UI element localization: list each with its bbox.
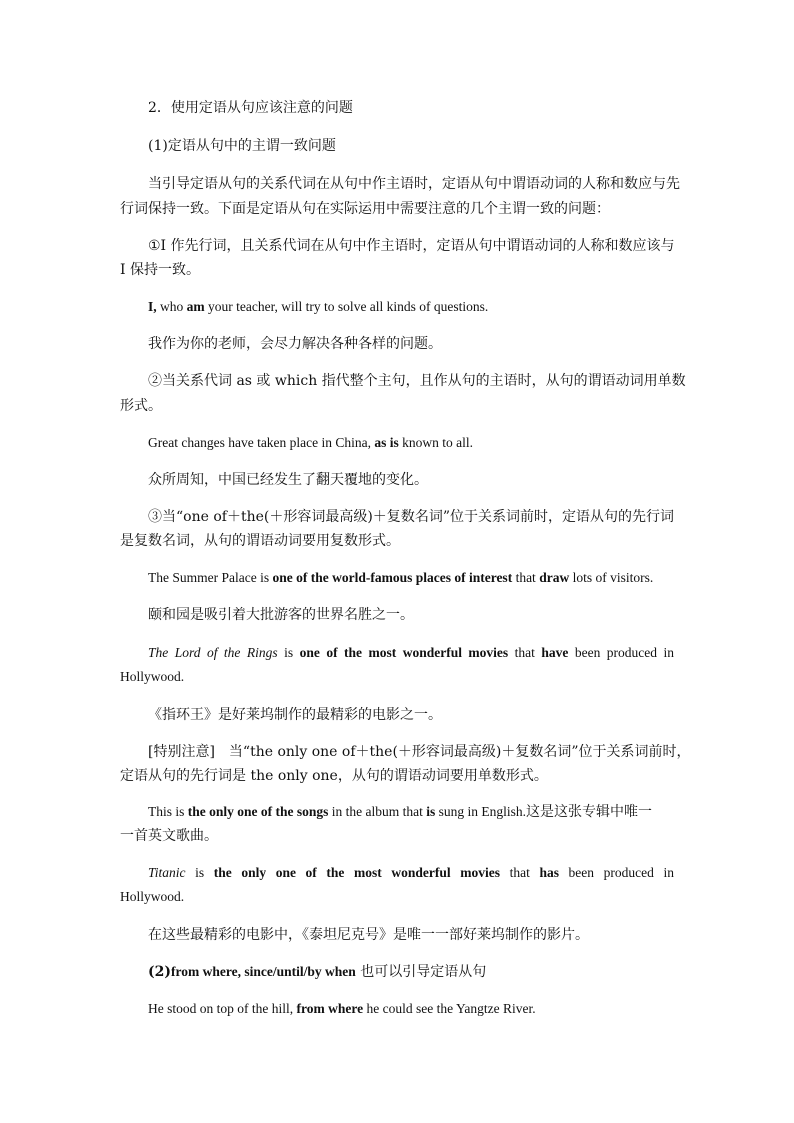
example-2-translation: 众所周知，中国已经发生了翻天覆地的变化。: [148, 472, 428, 488]
example-3-translation: 颐和园是吸引着大批游客的世界名胜之一。: [148, 607, 414, 623]
example-4-that: that: [508, 645, 542, 660]
example-1-rest: your teacher, will try to solve all kinds of questions.: [204, 299, 489, 314]
example-6-line-2: Hollywood.: [120, 889, 185, 904]
intro-line-2: 行词保持一致。下面是定语从句在实际运用中需要注意的几个主谓一致的问题：: [120, 201, 610, 217]
example-5-verb: is: [426, 804, 436, 819]
special-note-line-2: 定语从句的先行词是 the only one，从句的谓语动词要用单数形式。: [120, 768, 548, 784]
example-3: [148, 568, 674, 588]
example-5-highlight: the only one of the songs: [187, 804, 329, 819]
intro-line-1: 当引导定语从句的关系代词在从句中作主语时，定语从句中谓语动词的人称和数应与先: [148, 176, 680, 192]
subsection-2-keywords: from where, since/until/by when: [171, 964, 356, 979]
example-6-line-1: [148, 863, 674, 883]
point-2-line-2: 形式。: [120, 398, 162, 414]
example-2-text: Great changes have taken place in China,: [148, 435, 375, 450]
example-5-rest: sung in English.: [435, 804, 527, 819]
point-1-line-1: ①I 作先行词，且关系代词在从句中作主语时，定语从句中谓语动词的人称和数应该与: [148, 238, 675, 254]
example-2-highlight: as is: [374, 435, 399, 450]
example-5-text: This is: [148, 804, 188, 819]
example-4-rest: been produced in: [568, 645, 674, 660]
point-3-line-2: 是复数名词，从句的谓语动词要用复数形式。: [120, 533, 400, 549]
example-7-text: He stood on top of the hill,: [148, 1001, 297, 1016]
point-3-line-1: ③当“one of＋the(＋形容词最高级)＋复数名词”位于关系词前时，定语从句的先行词: [148, 509, 674, 525]
example-3-highlight: one of the world-famous places of interest: [272, 570, 513, 585]
example-6-that: that: [499, 865, 540, 880]
special-note-line-1: [特别注意] 当“the only one of＋the(＋形容词最高级)＋复数名词”位于关系词前时，: [148, 744, 691, 760]
example-7: [148, 999, 674, 1019]
example-4-title: The Lord of the Rings: [148, 645, 278, 660]
example-1-verb: am: [186, 299, 205, 314]
example-1-translation: 我作为你的老师，会尽力解决各种各样的问题。: [148, 336, 442, 352]
subsection-2-number: (2): [148, 964, 171, 980]
example-4-line-1: [148, 643, 674, 663]
subsection-title-2: [148, 962, 674, 982]
example-3-that: that: [512, 570, 540, 585]
example-7-highlight: from where: [296, 1001, 364, 1016]
example-6-translation: 在这些最精彩的电影中，《泰坦尼克号》是唯一一部好莱坞制作的影片。: [148, 927, 589, 943]
point-1-line-2: I 保持一致。: [120, 262, 200, 278]
subsection-title-1: (1)定语从句中的主谓一致问题: [148, 138, 336, 154]
example-5-mid: in the album that: [328, 804, 427, 819]
example-6-title: Titanic: [148, 865, 186, 880]
example-4-is: is: [277, 645, 300, 660]
example-3-text: The Summer Palace is: [148, 570, 273, 585]
example-1-subject: I,: [148, 299, 157, 314]
example-1-text: who: [156, 299, 187, 314]
example-3-rest: lots of visitors.: [569, 570, 654, 585]
example-6-highlight: the only one of the most wonderful movies: [213, 865, 500, 880]
example-6-verb: has: [539, 865, 559, 880]
example-7-rest: he could see the Yangtze River.: [363, 1001, 536, 1016]
example-4-translation: 《指环王》是好莱坞制作的最精彩的电影之一。: [148, 707, 442, 723]
example-4-highlight: one of the most wonderful movies: [299, 645, 509, 660]
example-4-line-2: Hollywood.: [120, 669, 185, 684]
example-6-rest: been produced in: [558, 865, 674, 880]
example-4-verb: have: [541, 645, 569, 660]
example-3-verb: draw: [539, 570, 570, 585]
example-2: [148, 433, 674, 453]
example-5-line-1: [148, 802, 674, 823]
example-1: [148, 297, 674, 317]
example-5-translation-start: 这是这张专辑中唯一: [526, 805, 653, 820]
subsection-2-text: 也可以引导定语从句: [355, 964, 487, 980]
example-2-rest: known to all.: [398, 435, 474, 450]
example-5-translation-end: 一首英文歌曲。: [120, 828, 218, 844]
point-2-line-1: ②当关系代词 as 或 which 指代整个主句，且作从句的主语时，从句的谓语动词用单数: [148, 373, 686, 389]
example-6-is: is: [185, 865, 214, 880]
section-title: 2．使用定语从句应该注意的问题: [148, 100, 353, 116]
